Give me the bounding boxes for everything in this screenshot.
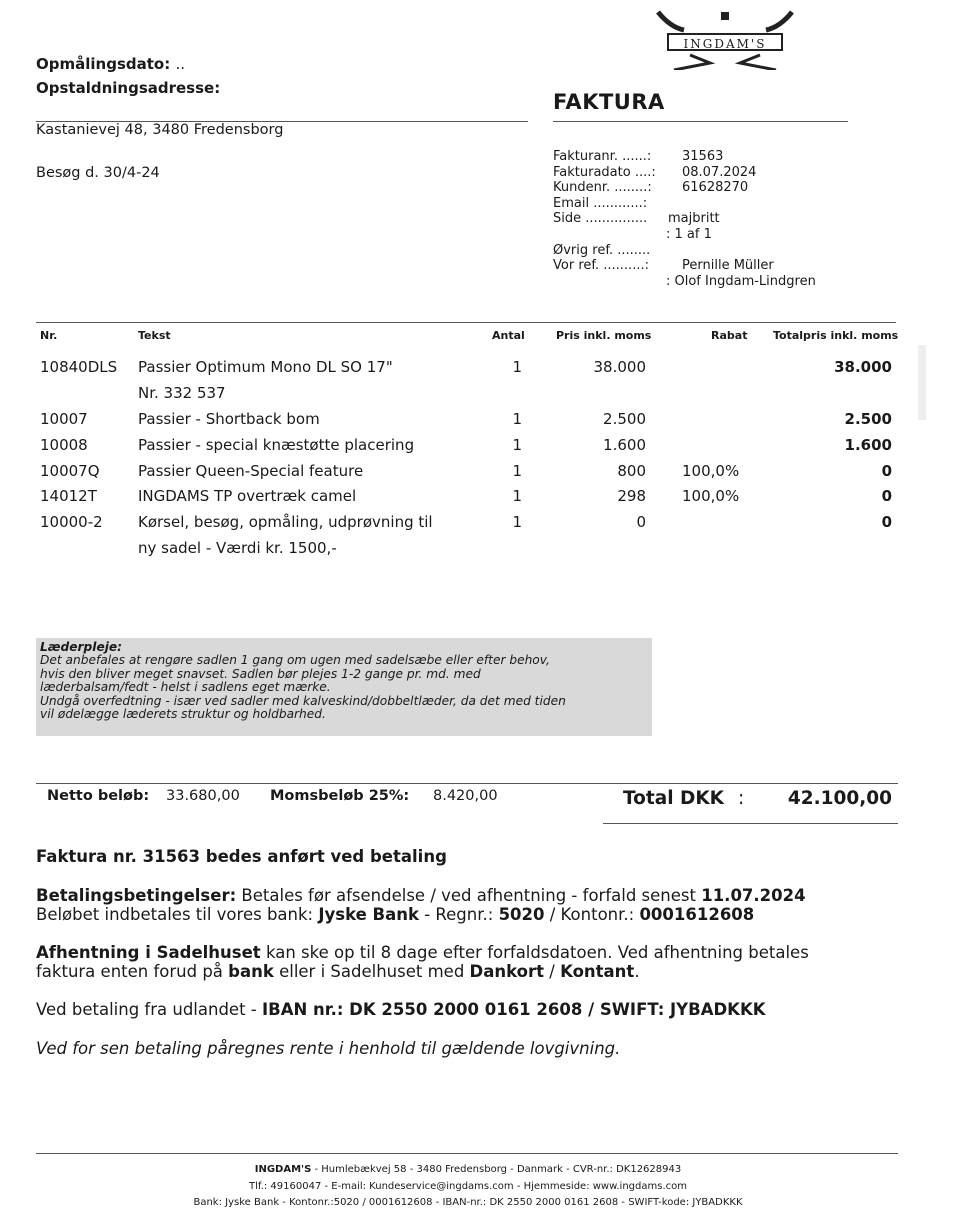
info-row	[553, 196, 816, 212]
table-row	[0, 410, 960, 436]
col-header-discount: Rabat	[711, 329, 748, 342]
info-value: 61628270	[682, 180, 749, 196]
terms-date: 11.07.2024	[701, 886, 806, 905]
cell-text: Passier - special knæstøtte placering	[138, 436, 415, 454]
info-row	[553, 258, 816, 274]
cell-qty: 1	[512, 436, 522, 454]
totals-divider-top	[36, 783, 898, 784]
totals-divider-bottom	[603, 823, 898, 824]
payment-terms	[36, 886, 806, 905]
survey-date-label: Opmålingsdato:	[36, 55, 171, 73]
table-row	[0, 513, 960, 539]
vat-value: 8.420,00	[433, 788, 498, 804]
stabling-address: Kastanievej 48, 3480 Fredensborg	[36, 122, 284, 138]
pickup-text: faktura enten forud på	[36, 962, 229, 981]
info-row	[553, 274, 816, 290]
net-label: Netto beløb:	[47, 788, 150, 804]
cell-price: 2.500	[603, 410, 646, 428]
info-row	[553, 227, 816, 243]
table-row	[0, 436, 960, 462]
table-divider	[36, 322, 896, 323]
bank-account: 0001612608	[639, 905, 755, 924]
cell-qty: 1	[512, 462, 522, 480]
cell-total: 0	[881, 487, 892, 505]
bank-name: Jyske Bank	[318, 905, 419, 924]
bank-text: / Kontonr.:	[544, 905, 640, 924]
cell-nr: 10008	[40, 436, 88, 454]
late-payment-note: Ved for sen betaling påregnes rente i henhold til gældende lovgivning.	[36, 1039, 621, 1058]
cell-text: Nr. 332 537	[138, 384, 226, 402]
table-row	[0, 539, 960, 565]
cell-nr: 10007	[40, 410, 88, 428]
payment-reference: Faktura nr. 31563 bedes anført ved betaling	[36, 847, 447, 866]
cell-text: Passier Queen-Special feature	[138, 462, 364, 480]
cell-total: 0	[881, 462, 892, 480]
cell-qty: 1	[512, 410, 522, 428]
logo-text: INGDAM'S	[667, 33, 783, 51]
terms-text: Betales før afsendelse / ved afhentning - forfald senest	[236, 886, 702, 905]
survey-date	[36, 55, 185, 73]
footer-company: INGDAM'S	[254, 1164, 312, 1175]
cell-nr: 14012T	[40, 487, 97, 505]
cell-text: Passier Optimum Mono DL SO 17"	[138, 358, 393, 376]
info-key: Email ............:	[553, 195, 648, 211]
info-key: Øvrig ref. ........	[553, 242, 651, 258]
info-key: Fakturanr. ......:	[553, 149, 652, 164]
info-key	[553, 227, 666, 243]
bank-line	[36, 905, 754, 924]
visit-note: Besøg d. 30/4-24	[36, 165, 160, 181]
abroad-line	[36, 1000, 766, 1019]
terms-label: Betalingsbetingelser:	[36, 886, 237, 905]
survey-date-value: ..	[175, 55, 185, 73]
care-title: Læderpleje:	[40, 640, 123, 654]
vat-label: Momsbeløb 25%:	[270, 788, 410, 804]
bank-reg: 5020	[498, 905, 545, 924]
invoice-title: FAKTURA	[553, 90, 665, 114]
care-line: læderbalsam/fedt - helst i sadlens eget mærke.	[40, 680, 331, 695]
footer-line-2: Tlf.: 49160047 - E-mail: Kundeservice@ingdams.com - Hjemmeside: www.ingdams.com	[249, 1181, 687, 1192]
total-value: 42.100,00	[787, 788, 892, 809]
pickup-label: Afhentning i Sadelhuset	[36, 943, 261, 962]
care-line: Undgå overfedtning - især ved sadler med kalveskind/dobbeltlæder, da det med tiden	[40, 693, 566, 708]
cell-total: 2.500	[844, 410, 892, 428]
col-header-price: Pris inkl. moms	[556, 329, 652, 342]
cell-total: 0	[881, 513, 892, 531]
bank-text: - Regnr.:	[418, 905, 499, 924]
pickup-dankort: Dankort	[469, 962, 545, 981]
cell-nr: 10840DLS	[40, 358, 118, 376]
table-row	[0, 487, 960, 513]
cell-total: 38.000	[834, 358, 892, 376]
cell-discount: 100,0%	[682, 462, 740, 480]
info-value: Pernille Müller	[682, 258, 774, 274]
info-value: 08.07.2024	[682, 164, 757, 180]
cell-price: 800	[617, 462, 646, 480]
cell-price: 298	[617, 487, 646, 505]
info-key: Vor ref. ..........:	[553, 258, 649, 274]
pickup-bank: bank	[228, 962, 274, 981]
info-row	[553, 243, 816, 259]
info-key	[553, 274, 666, 290]
cell-qty: 1	[512, 358, 522, 376]
pickup-line-2	[36, 962, 640, 981]
pickup-text: kan ske op til 8 dage efter forfaldsdatoen. Ved afhentning betales	[260, 943, 809, 962]
cell-text: Kørsel, besøg, opmåling, udprøvning til	[138, 513, 433, 531]
cell-nr: 10007Q	[40, 462, 100, 480]
info-row	[553, 180, 816, 196]
invoice-title-divider	[553, 121, 848, 122]
info-key: Fakturadato ....:	[553, 164, 656, 180]
pickup-text: /	[544, 962, 561, 981]
footer-divider	[36, 1153, 898, 1154]
info-value: : Olof Ingdam-Lindgren	[666, 273, 816, 289]
pickup-kontant: Kontant	[560, 962, 635, 981]
cell-discount: 100,0%	[682, 487, 740, 505]
footer-address: - Humlebækvej 58 - 3480 Fredensborg - Danmark - CVR-nr.: DK12628943	[311, 1164, 682, 1175]
bank-text: Beløbet indbetales til vores bank:	[36, 905, 319, 924]
info-row	[553, 211, 816, 227]
leather-care-note	[36, 638, 652, 736]
total-label: Total DKK	[623, 788, 725, 809]
footer-line-3: Bank: Jyske Bank - Kontonr.:5020 / 0001612608 - IBAN-nr.: DK 2550 2000 0161 2608 - SWIFT-kode: JYBADKKK	[193, 1197, 743, 1208]
info-value: : 1 af 1	[666, 226, 712, 242]
cell-qty: 1	[512, 487, 522, 505]
pickup-line-1	[36, 943, 809, 962]
care-line: Det anbefales at rengøre sadlen 1 gang om ugen med sadelsæbe eller efter behov,	[40, 653, 550, 668]
cell-text: Passier - Shortback bom	[138, 410, 320, 428]
info-key: Kundenr. ........:	[553, 180, 652, 196]
col-header-total: Totalpris inkl. moms	[773, 329, 899, 342]
margin-mark	[918, 345, 926, 420]
info-key: Side ...............	[553, 211, 648, 227]
footer-line-1	[0, 1164, 936, 1175]
table-row	[0, 462, 960, 488]
cell-nr: 10000-2	[40, 513, 103, 531]
cell-text: INGDAMS TP overtræk camel	[138, 487, 357, 505]
pickup-text: eller i Sadelhuset med	[273, 962, 470, 981]
info-row	[553, 165, 816, 181]
iban-swift: IBAN nr.: DK 2550 2000 0161 2608 / SWIFT: JYBADKKK	[262, 1000, 766, 1019]
cell-price: 0	[636, 513, 646, 531]
care-line: vil ødelægge læderets struktur og holdbarhed.	[40, 707, 326, 722]
info-value: 31563	[682, 149, 724, 164]
abroad-text: Ved betaling fra udlandet -	[36, 1000, 262, 1019]
col-header-qty: Antal	[492, 329, 525, 342]
net-value: 33.680,00	[166, 788, 240, 804]
total-colon: :	[738, 788, 745, 809]
stabling-label: Opstaldningsadresse:	[36, 79, 221, 97]
invoice-info	[553, 149, 816, 289]
col-header-nr: Nr.	[40, 329, 58, 342]
table-row	[0, 358, 960, 384]
pickup-text: .	[634, 962, 640, 981]
care-line: hvis den bliver meget snavset. Sadlen bør plejes 1-2 gange pr. md. med	[40, 666, 481, 681]
table-row	[0, 384, 960, 410]
cell-price: 1.600	[603, 436, 646, 454]
cell-text: ny sadel - Værdi kr. 1500,-	[138, 539, 337, 557]
info-value: majbritt	[668, 211, 720, 227]
cell-total: 1.600	[844, 436, 892, 454]
cell-price: 38.000	[593, 358, 646, 376]
info-row	[553, 149, 816, 165]
col-header-text: Tekst	[138, 329, 171, 342]
cell-qty: 1	[512, 513, 522, 531]
